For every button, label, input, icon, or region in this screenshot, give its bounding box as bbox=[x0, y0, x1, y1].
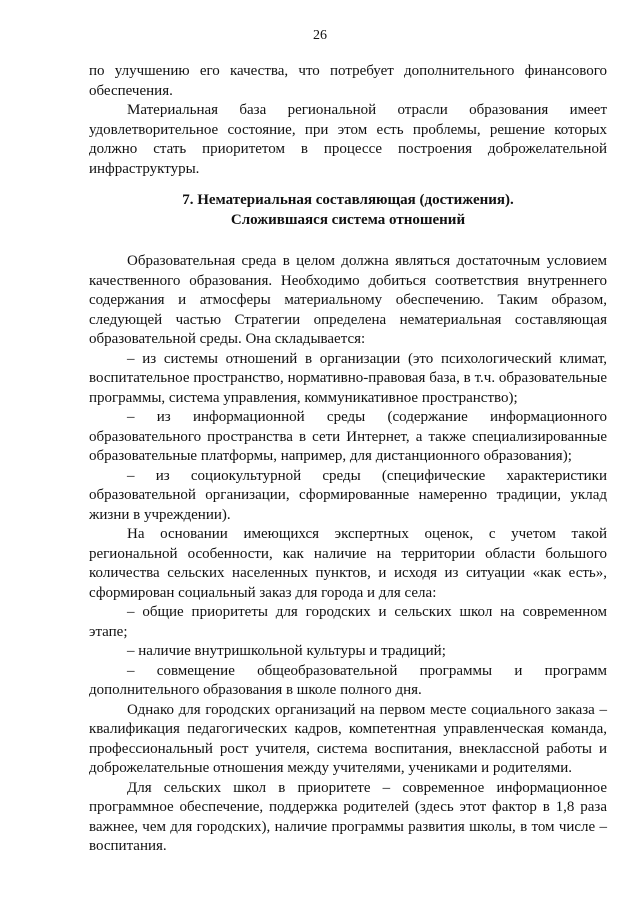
section-heading bbox=[89, 190, 607, 230]
paragraph-rural-schools: Для сельских школ в приоритете – современное информационное программное обеспечение, поддержка родителей (здесь этот фактор в 1,8 раза важнее, чем для городских), наличие программы развития школы, в том числе – воспитания. bbox=[89, 779, 607, 854]
document-body bbox=[89, 62, 607, 857]
list-item-relations-system: – из системы отношений в организации (это психологический климат, воспитательное пространство, нормативно-правовая база, в т.ч. образовательные программы, система управления, коммуникативное пространство); bbox=[89, 350, 607, 406]
page-number: 26 bbox=[313, 28, 327, 43]
list-item-school-culture: – наличие внутришкольной культуры и традиций; bbox=[127, 643, 446, 659]
paragraph-material-base: Материальная база региональной отрасли образования имеет удовлетворительное состояние, при этом есть проблемы, решение которых должно стать приоритетом в процессе построения доброжелательной инфраструктуры. bbox=[89, 102, 607, 177]
list-item-common-priorities: – общие приоритеты для городских и сельских школ на современном этапе; bbox=[89, 604, 607, 640]
paragraph-educational-environment: Образовательная среда в целом должна являться достаточным условием качественного образования. Необходимо добиться соответствия внутреннего содержания и атмосферы материальному обеспечению. Таким образом, следующей частью Стратегии определена нематериальная составляющая образовательной среды. Она складывается: bbox=[89, 253, 607, 347]
paragraph-urban-organizations: Однако для городских организаций на первом месте социального заказа – квалификация педагогических кадров, компетентная управленческая команда, профессиональный рост учителя, система воспитания, внеклассной работы и доброжелательные отношения между учителями, учениками и родителями. bbox=[89, 701, 607, 776]
paragraph-expert-assessments: На основании имеющихся экспертных оценок, с учетом такой региональной особенности, как наличие на территории области большого количества сельских населенных пунктов, и исходя из ситуации «как есть», сформирован социальный заказ для города и для села: bbox=[89, 526, 607, 601]
list-item-combined-programs: – совмещение общеобразовательной программы и программ дополнительного образования в школе полного дня. bbox=[89, 662, 607, 698]
section-heading-line-1: 7. Нематериальная составляющая (достижения). bbox=[182, 192, 514, 208]
list-item-information-environment: – из информационной среды (содержание информационного образовательного пространства в сети Интернет, а также специализированные образовательные платформы, например, для дистанционного образования); bbox=[89, 409, 607, 464]
list-item-sociocultural-environment: – из социокультурной среды (специфические характеристики образовательной организации, сформированные намеренно традиции, уклад жизни в учреждении). bbox=[89, 467, 607, 523]
paragraph-continuation: по улучшению его качества, что потребует дополнительного финансового обеспечения. bbox=[89, 63, 607, 99]
section-heading-line-2: Сложившаяся система отношений bbox=[230, 212, 466, 228]
